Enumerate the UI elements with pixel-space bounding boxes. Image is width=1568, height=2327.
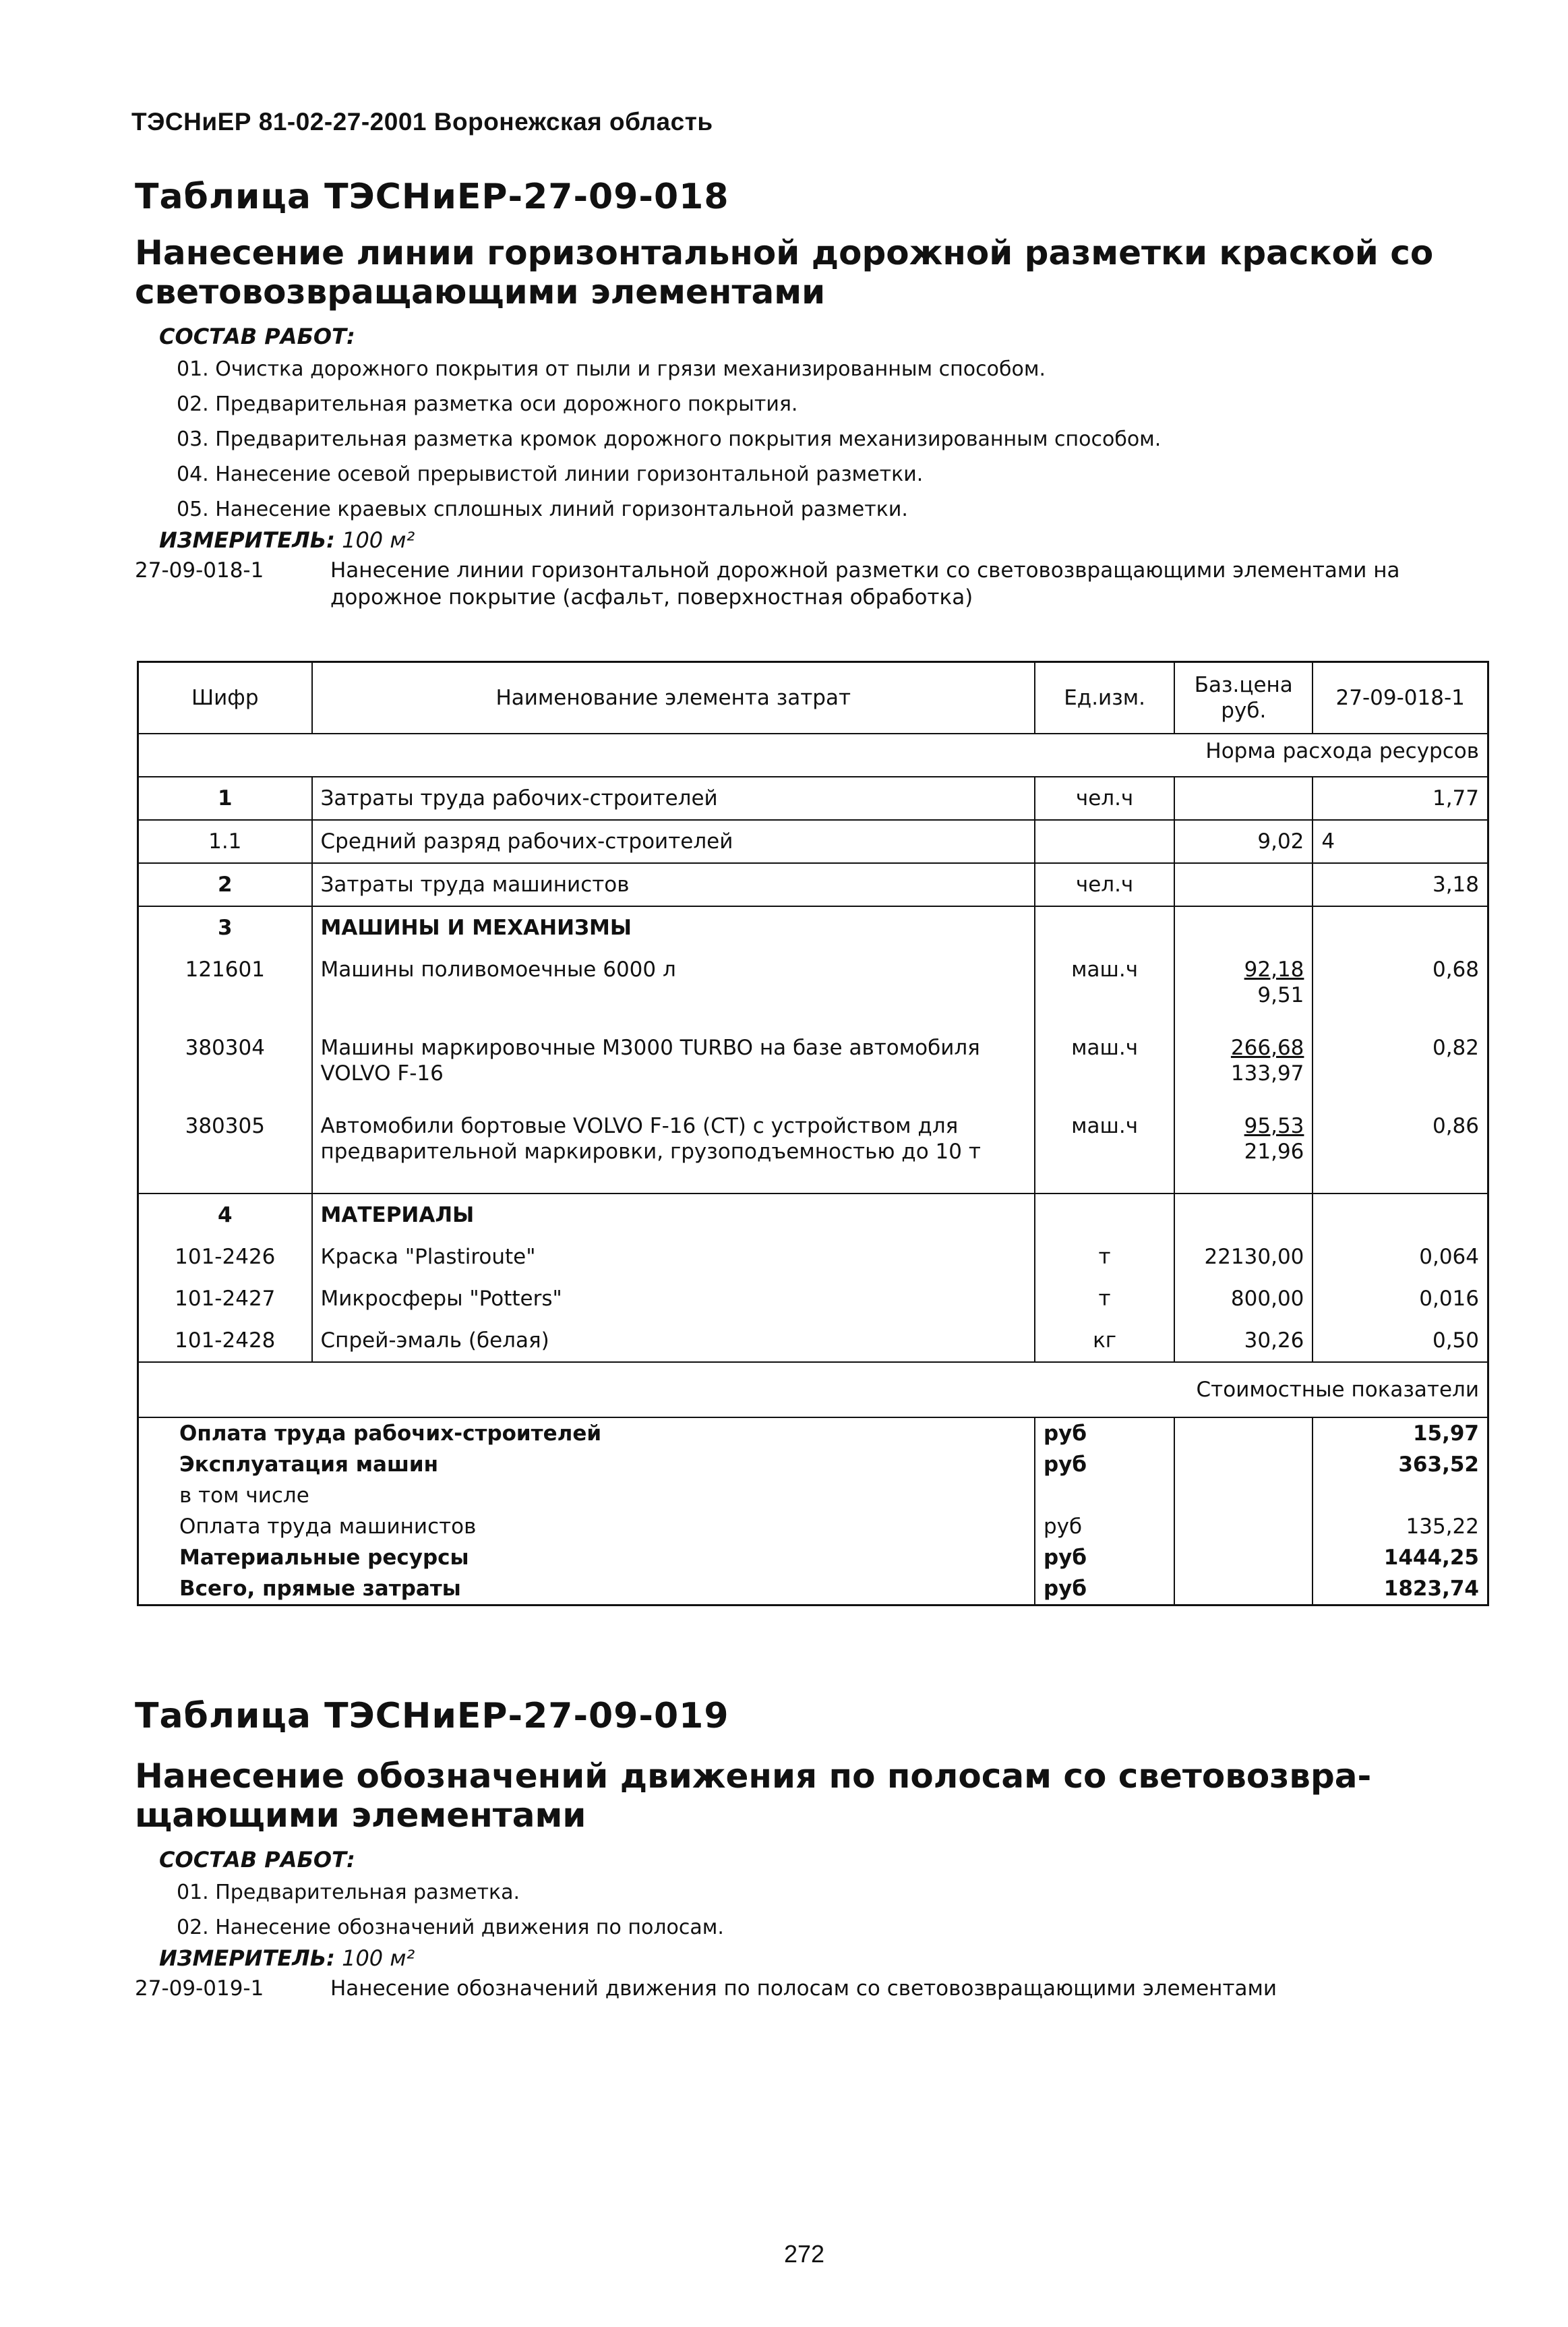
summary-row: Всего, прямые затраты руб 1823,74	[138, 1573, 1488, 1606]
table2-works-list	[135, 1875, 1476, 1945]
table2-subtitle: Нанесение обозначений движения по полосам со световозвра- щающими элементами	[135, 1757, 1372, 1835]
meter-value: 100 м²	[342, 527, 415, 553]
item-description: Нанесение обозначений движения по полосам со световозвращающими элементами	[330, 1976, 1277, 2001]
item-code: 27-09-019-1	[135, 1976, 264, 2001]
cost-caption-row	[138, 1362, 1488, 1417]
item-description: Нанесение линии горизонтальной дорожной разметки со световозвращающими элементами на дорожное покрытие (асфальт, поверхностная обработка)	[330, 558, 1400, 610]
summary-row: Оплата труда машинистов руб 135,22	[138, 1511, 1488, 1542]
table-row: 380304 Машины маркировочные М3000 TURBO на базе автомобиля VOLVO F-16 маш.ч 266,68 133,97 0,82	[138, 1027, 1488, 1105]
table1-section	[135, 177, 1476, 611]
resource-table	[137, 661, 1489, 1606]
work-item: 05. Нанесение краевых сплошных линий горизонтальной разметки.	[177, 498, 908, 521]
header-name: Наименование элемента затрат	[312, 662, 1035, 734]
table2-item	[135, 1975, 1476, 2002]
work-item: 01. Очистка дорожного покрытия от пыли и грязи механизированным способом.	[177, 357, 1046, 381]
table1-subtitle: Нанесение линии горизонтальной дорожной разметки краской со световозвращающими элементами	[135, 233, 1434, 312]
header-unit: Ед.изм.	[1035, 662, 1174, 734]
work-item: 01. Предварительная разметка.	[177, 1881, 520, 1904]
document-header: ТЭСНиЕР 81-02-27-2001 Воронежская область	[131, 108, 713, 136]
table2-works-label: СОСТАВ РАБОТ:	[159, 1847, 355, 1873]
table2-section	[135, 1696, 1476, 2002]
work-item: 04. Нанесение осевой прерывистой линии горизонтальной разметки.	[177, 463, 924, 486]
norm-caption-row	[138, 734, 1488, 777]
summary-row: в том числе	[138, 1480, 1488, 1511]
work-item: 02. Нанесение обозначений движения по полосам.	[177, 1916, 724, 1939]
table1-works-label: СОСТАВ РАБОТ:	[159, 324, 355, 349]
norm-caption: Норма расхода ресурсов	[1174, 734, 1488, 777]
meter-label: ИЗМЕРИТЕЛЬ:	[159, 1945, 335, 1971]
table1-meter	[159, 527, 1476, 553]
table1-title: Таблица ТЭСНиЕР-27-09-018	[135, 177, 729, 217]
cost-caption: Стоимостные показатели	[1174, 1362, 1488, 1417]
table-header-row	[138, 662, 1488, 734]
table2-title: Таблица ТЭСНиЕР-27-09-019	[135, 1696, 729, 1736]
meter-value: 100 м²	[342, 1945, 415, 1971]
work-item: 02. Предварительная разметка оси дорожного покрытия.	[177, 392, 798, 416]
item-code: 27-09-018-1	[135, 558, 264, 583]
table-row: 2 Затраты труда машинистов чел.ч 3,18	[138, 863, 1488, 906]
meter-label: ИЗМЕРИТЕЛЬ:	[159, 527, 335, 553]
table-row: 101-2426 Краска "Plastiroute" т 22130,00 0,064	[138, 1236, 1488, 1278]
summary-row: Материальные ресурсы руб 1444,25	[138, 1542, 1488, 1573]
table-row: 1.1 Средний разряд рабочих-строителей 9,02 4	[138, 820, 1488, 863]
table-row: 4 МАТЕРИАЛЫ	[138, 1194, 1488, 1236]
table1-works-list	[135, 352, 1476, 527]
table-row: 3 МАШИНЫ И МЕХАНИЗМЫ	[138, 906, 1488, 949]
table1-item	[135, 557, 1476, 611]
summary-row: Оплата труда рабочих-строителей руб 15,97	[138, 1417, 1488, 1449]
header-price: Баз.цена руб.	[1174, 662, 1313, 734]
page-number: 272	[784, 2240, 825, 2268]
table-row: 101-2427 Микросферы "Potters" т 800,00 0,016	[138, 1278, 1488, 1320]
header-norm: 27-09-018-1	[1313, 662, 1488, 734]
work-item: 03. Предварительная разметка кромок дорожного покрытия механизированным способом.	[177, 428, 1162, 451]
summary-row: Эксплуатация машин руб 363,52	[138, 1449, 1488, 1480]
table-row: 121601 Машины поливомоечные 6000 л маш.ч 92,18 9,51 0,68	[138, 949, 1488, 1027]
table-row: 380305 Автомобили бортовые VOLVO F-16 (СТ) с устройством для предварительной маркировки, грузоподъемностью до 10 т маш.ч 95,53 21,96 0,86	[138, 1105, 1488, 1194]
table-row: 101-2428 Спрей-эмаль (белая) кг 30,26 0,50	[138, 1320, 1488, 1362]
header-code: Шифр	[138, 662, 312, 734]
table2-meter	[159, 1945, 1476, 1971]
table-row: 1 Затраты труда рабочих-строителей чел.ч 1,77	[138, 777, 1488, 820]
